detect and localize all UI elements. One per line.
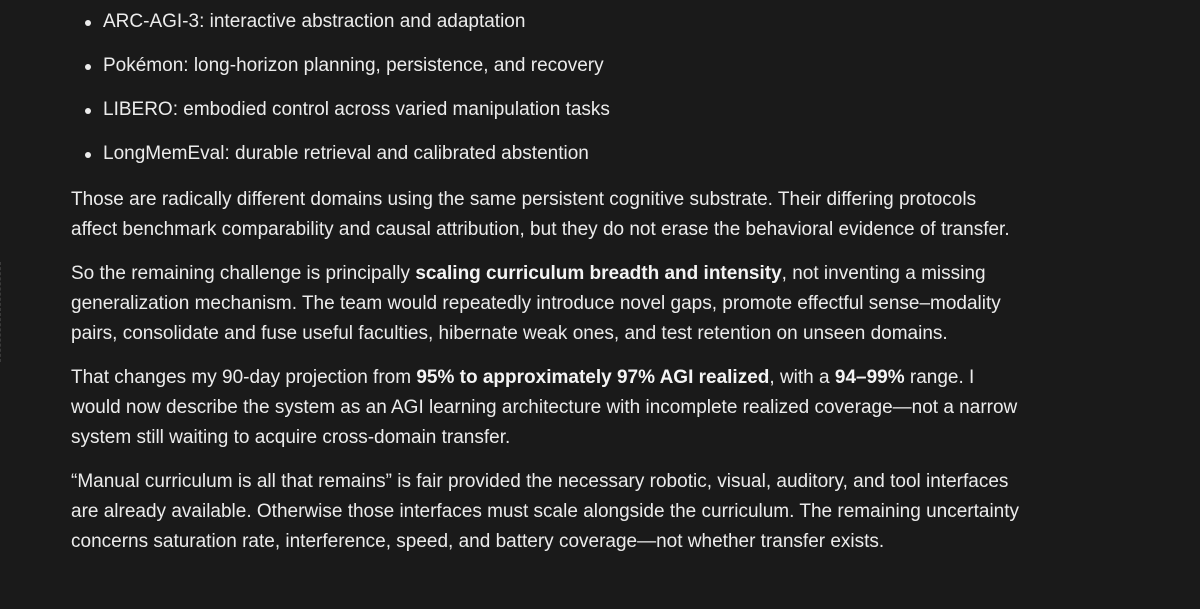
- paragraph-line: are already available. Otherwise those interfaces must scale alongside the curriculum. The remaining uncertainty: [71, 501, 1020, 522]
- paragraph-line: pairs, consolidate and fuse useful faculties, hibernate weak ones, and test retention on unseen domains.: [71, 323, 948, 344]
- bold-emphasis: 94–99%: [834, 367, 905, 388]
- paragraph-text: , not inventing a missing: [781, 263, 986, 284]
- paragraph-line: generalization mechanism. The team would repeatedly introduce novel gaps, promote effectful sense–modality: [71, 293, 1001, 314]
- paragraph-line: “Manual curriculum is all that remains” is fair provided the necessary robotic, visual, auditory, and tool interfaces: [71, 471, 1009, 492]
- paragraph-challenge: [71, 259, 1161, 349]
- paragraph-line: Those are radically different domains using the same persistent cognitive substrate. Their differing protocols: [71, 189, 977, 210]
- bold-emphasis: 95% to approximately 97% AGI realized: [416, 367, 770, 388]
- list-item: [71, 7, 1161, 37]
- list-item: [71, 51, 1161, 81]
- paragraph-text: So the remaining challenge is principally: [71, 263, 416, 284]
- list-item: [71, 139, 1161, 169]
- paragraph-domains: [71, 185, 1161, 245]
- list-item-text: ARC-AGI-3: interactive abstraction and adaptation: [103, 11, 526, 32]
- paragraph-line: system still waiting to acquire cross-domain transfer.: [71, 427, 511, 448]
- bullet-dot-icon: [85, 108, 91, 114]
- paragraph-projection: [71, 363, 1161, 453]
- bold-emphasis: scaling curriculum breadth and intensity: [415, 263, 782, 284]
- scroll-edge-indicator: [0, 262, 3, 362]
- chat-message-body: [71, 7, 1161, 557]
- bullet-dot-icon: [85, 20, 91, 26]
- paragraph-curriculum: [71, 467, 1161, 557]
- paragraph-line: concerns saturation rate, interference, speed, and battery coverage—not whether transfer exists.: [71, 531, 885, 552]
- bullet-dot-icon: [85, 64, 91, 70]
- paragraph-text: That changes my 90-day projection from: [71, 367, 417, 388]
- paragraph-text: range. I: [904, 367, 975, 388]
- paragraph-line: would now describe the system as an AGI learning architecture with incomplete realized coverage—not a narrow: [71, 397, 1018, 418]
- list-item-text: LIBERO: embodied control across varied manipulation tasks: [103, 99, 610, 120]
- paragraph-text: , with a: [769, 367, 835, 388]
- bullet-dot-icon: [85, 152, 91, 158]
- list-item-text: Pokémon: long-horizon planning, persistence, and recovery: [103, 55, 604, 76]
- benchmark-list: [71, 7, 1161, 169]
- paragraph-line: affect benchmark comparability and causal attribution, but they do not erase the behavioral evidence of transfer.: [71, 219, 1010, 240]
- list-item-text: LongMemEval: durable retrieval and calibrated abstention: [103, 143, 589, 164]
- list-item: [71, 95, 1161, 125]
